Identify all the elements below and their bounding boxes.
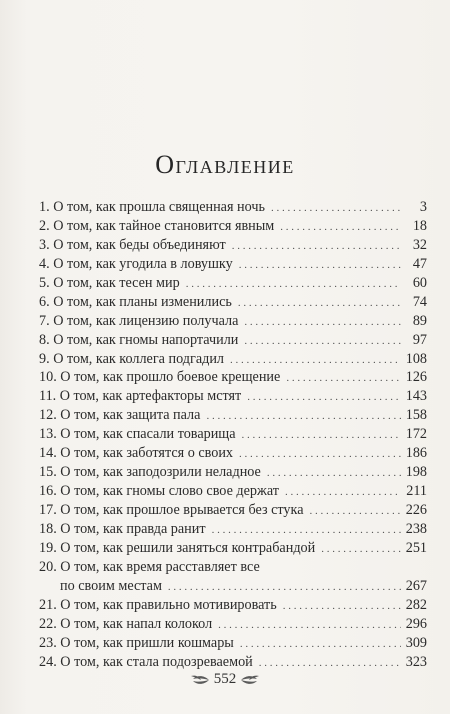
dot-leader <box>244 332 401 351</box>
dot-leader <box>259 654 401 673</box>
toc-entry-title: 22. О том, как напал колокол <box>39 615 213 632</box>
toc-entry <box>39 368 427 387</box>
toc-entry-title: 14. О том, как заботятся о своих <box>39 445 234 462</box>
toc-entry-title: 12. О том, как защита пала <box>39 407 201 424</box>
toc-entry-page: 143 <box>405 388 427 405</box>
dot-leader <box>267 464 401 483</box>
toc-entry-title: 2. О том, как тайное становится явным <box>39 217 275 234</box>
toc-entry-page: 158 <box>405 407 427 424</box>
dot-leader <box>186 275 401 294</box>
toc-entry-title: 16. О том, как гномы слово свое держат <box>39 483 279 500</box>
toc-entry-page: 60 <box>412 274 427 291</box>
dot-leader <box>321 540 401 559</box>
toc-entry <box>39 444 427 463</box>
dot-leader <box>247 388 401 407</box>
toc-entry-page: 323 <box>405 653 427 670</box>
toc-entry-title: 24. О том, как стала подозреваемой <box>39 653 253 670</box>
toc-entry-title: 17. О том, как прошлое врывается без стука <box>39 502 304 518</box>
toc-entry-title: 13. О том, как спасали товарища <box>39 426 236 443</box>
toc-entry <box>39 274 427 293</box>
dot-leader <box>280 218 401 237</box>
dot-leader <box>239 256 401 275</box>
toc-entry-page: 126 <box>405 369 427 386</box>
toc-entry-page: 32 <box>412 236 427 253</box>
toc-entry <box>39 387 427 406</box>
toc-entry <box>39 425 427 444</box>
toc-entry <box>39 463 427 482</box>
toc-entry-page: 267 <box>405 577 427 594</box>
dot-leader <box>230 351 401 370</box>
toc-entry-title: 23. О том, как пришли кошмары <box>39 634 234 651</box>
toc-entry-title: 20. О том, как время расставляет все <box>39 558 260 575</box>
toc-entry-page: 186 <box>405 445 427 462</box>
toc-entry <box>39 482 427 501</box>
table-of-contents <box>39 198 427 671</box>
page-number: 552 <box>213 671 237 687</box>
dot-leader <box>212 521 401 540</box>
dot-leader <box>285 483 401 502</box>
dot-leader <box>240 635 401 654</box>
toc-entry <box>39 539 427 558</box>
toc-entry-title: 19. О том, как решили заняться контрабандой <box>39 539 316 556</box>
leaf-ornament-right-icon <box>240 674 260 686</box>
dot-leader <box>242 426 401 445</box>
toc-entry-page: 97 <box>412 331 427 348</box>
toc-entry <box>39 331 427 350</box>
toc-entry-title: 11. О том, как артефакторы мстят <box>39 388 242 405</box>
toc-entry-title: 5. О том, как тесен мир <box>39 274 180 291</box>
toc-entry <box>39 293 427 312</box>
toc-entry-title: 10. О том, как прошло боевое крещение <box>39 369 281 386</box>
toc-entry-title: 6. О том, как планы изменились <box>39 293 232 310</box>
toc-entry-page: 309 <box>405 634 427 651</box>
toc-entry-title: 3. О том, как беды объединяют <box>39 236 226 253</box>
dot-leader <box>283 597 401 616</box>
toc-entry-title: 9. О том, как коллега подгадил <box>39 350 225 367</box>
toc-entry-page: 211 <box>406 483 427 500</box>
toc-entry-page: 18 <box>412 217 427 234</box>
toc-entry <box>39 653 427 672</box>
page-footer <box>0 671 450 688</box>
toc-entry <box>39 501 427 520</box>
dot-leader <box>310 502 402 521</box>
toc-entry-page: 172 <box>405 426 427 443</box>
toc-entry <box>39 350 427 369</box>
toc-entry-title: 1. О том, как прошла священная ночь <box>39 199 265 215</box>
toc-entry <box>39 615 427 634</box>
toc-entry <box>39 596 427 615</box>
toc-entry-page: 74 <box>412 293 427 310</box>
dot-leader <box>168 578 401 597</box>
toc-entry-title: 15. О том, как заподозрили неладное <box>39 464 261 481</box>
dot-leader <box>244 313 401 332</box>
dot-leader <box>232 237 401 256</box>
toc-entry <box>39 255 427 274</box>
toc-entry-page: 108 <box>405 350 427 367</box>
toc-entry <box>39 558 427 596</box>
toc-entry <box>39 312 427 331</box>
dot-leader <box>239 445 401 464</box>
toc-entry-title: 7. О том, как лицензию получала <box>39 312 239 329</box>
toc-entry-title-continuation: по своим местам <box>60 577 162 594</box>
toc-entry-page: 226 <box>405 502 427 518</box>
toc-entry-page: 282 <box>405 596 427 613</box>
toc-entry <box>39 634 427 653</box>
toc-entry-page: 238 <box>405 520 427 537</box>
toc-entry-title: 8. О том, как гномы напортачили <box>39 331 239 348</box>
toc-entry-page: 296 <box>405 615 427 632</box>
toc-entry <box>39 236 427 255</box>
page-title: Оглавление <box>155 150 295 179</box>
dot-leader <box>206 407 401 426</box>
toc-entry-title: 18. О том, как правда ранит <box>39 520 206 537</box>
toc-entry-page: 47 <box>412 255 427 272</box>
toc-entry <box>39 520 427 539</box>
dot-leader <box>218 616 401 635</box>
toc-entry <box>39 217 427 236</box>
leaf-ornament-left-icon <box>190 674 210 686</box>
dot-leader <box>286 369 401 388</box>
toc-entry <box>39 198 427 217</box>
dot-leader <box>271 199 401 218</box>
toc-entry <box>39 406 427 425</box>
toc-entry-page: 3 <box>419 199 427 215</box>
toc-entry-page: 198 <box>405 464 427 481</box>
dot-leader <box>238 294 401 313</box>
toc-entry-title: 21. О том, как правильно мотивировать <box>39 596 277 613</box>
toc-entry-title: 4. О том, как угодила в ловушку <box>39 255 233 272</box>
toc-entry-page: 89 <box>412 312 427 329</box>
toc-entry-page: 251 <box>405 539 427 556</box>
